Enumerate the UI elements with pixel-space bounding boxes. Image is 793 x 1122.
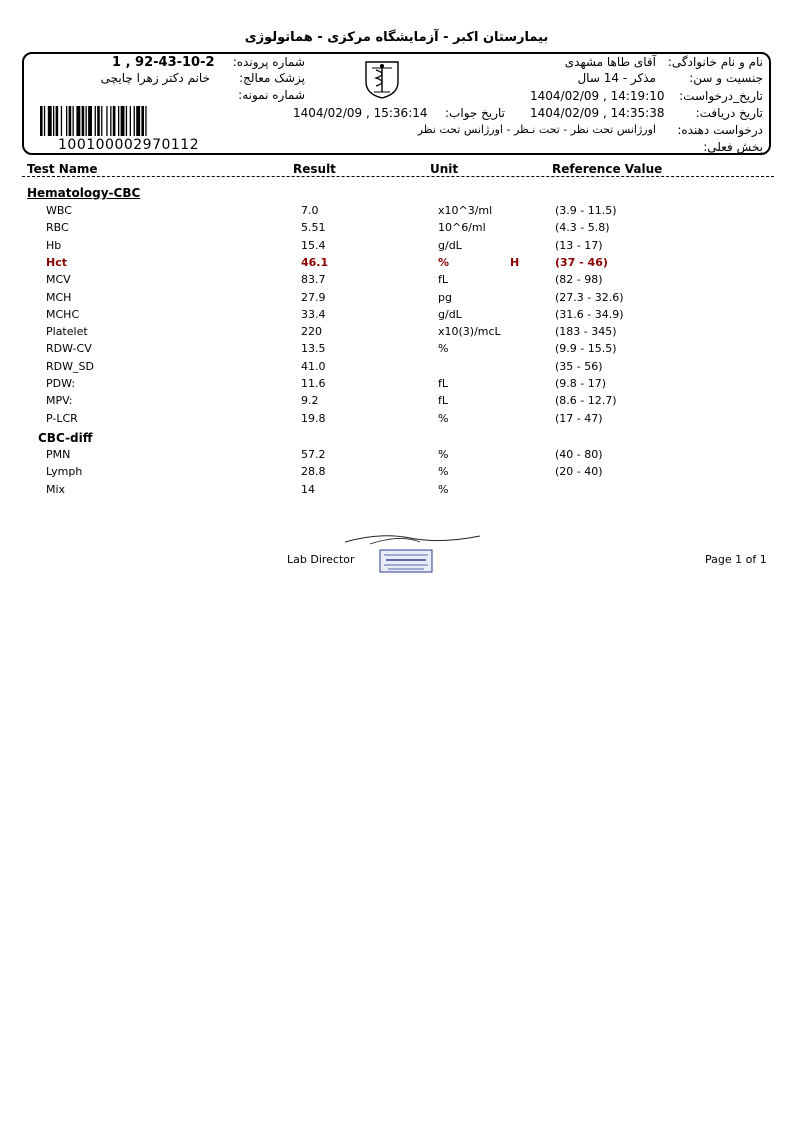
unit: % bbox=[438, 342, 449, 356]
barcode-bar bbox=[48, 106, 52, 136]
requester-label: درخواست دهنده: bbox=[677, 123, 763, 137]
barcode-icon bbox=[40, 106, 212, 136]
file-no-label: شماره پرونده: bbox=[232, 55, 305, 69]
result-value: 46.1 bbox=[301, 255, 329, 269]
reference-range: (40 - 80) bbox=[555, 448, 603, 461]
receive-date-value: 1404/02/09 , 14:35:38 bbox=[530, 106, 665, 120]
barcode-bar bbox=[118, 106, 119, 136]
barcode-bar bbox=[130, 106, 131, 136]
result-value: 7.0 bbox=[301, 204, 319, 217]
result-value: 220 bbox=[301, 325, 322, 339]
test-name: Hct bbox=[46, 255, 67, 269]
unit: % bbox=[438, 448, 449, 461]
unit: x10(3)/mcL bbox=[438, 325, 501, 339]
unit: x10^3/ml bbox=[438, 204, 493, 217]
barcode-bar bbox=[113, 106, 116, 136]
test-name: WBC bbox=[46, 204, 72, 217]
reference-range: (3.9 - 11.5) bbox=[555, 204, 617, 217]
request-date-value: 1404/02/09 , 14:19:10 bbox=[530, 89, 665, 103]
column-test-name: Test Name bbox=[27, 162, 98, 176]
barcode-bar bbox=[86, 106, 87, 136]
result-value: 33.4 bbox=[301, 307, 326, 321]
unit: fL bbox=[438, 273, 449, 287]
result-value: 28.8 bbox=[301, 465, 326, 479]
physician-label: پزشک معالج: bbox=[239, 71, 305, 85]
barcode-bar bbox=[95, 106, 96, 136]
reference-range: (9.9 - 15.5) bbox=[555, 342, 617, 356]
header-divider bbox=[22, 176, 774, 177]
barcode-bar bbox=[126, 106, 127, 136]
test-name: P-LCR bbox=[46, 411, 78, 425]
reference-range: (8.6 - 12.7) bbox=[555, 394, 617, 408]
reference-range: (31.6 - 34.9) bbox=[555, 307, 624, 321]
unit: % bbox=[438, 482, 449, 496]
barcode-bar bbox=[121, 106, 125, 136]
barcode-bar bbox=[73, 106, 74, 136]
result-value: 57.2 bbox=[301, 448, 326, 461]
reference-range: (82 - 98) bbox=[555, 273, 603, 287]
reference-range: (35 - 56) bbox=[555, 359, 603, 373]
test-name: MCHC bbox=[46, 307, 80, 321]
test-name: MCV bbox=[46, 273, 71, 287]
barcode-bar bbox=[40, 106, 43, 136]
barcode-bar bbox=[53, 106, 54, 136]
reference-range: (9.8 - 17) bbox=[555, 377, 607, 390]
sample-no-label: شماره نمونه: bbox=[238, 88, 305, 102]
barcode-bar bbox=[66, 106, 67, 136]
section-cbc-diff: CBC-diff bbox=[38, 431, 93, 445]
test-name: RBC bbox=[46, 221, 69, 235]
barcode-bar bbox=[76, 106, 80, 136]
unit: 10^6/ml bbox=[438, 221, 486, 235]
physician-value: خانم دکتر زهرا چایچی bbox=[100, 71, 210, 85]
result-value: 41.0 bbox=[301, 359, 326, 373]
column-reference: Reference Value bbox=[552, 162, 663, 176]
barcode-bar bbox=[88, 106, 92, 136]
signature-stamp-icon bbox=[340, 530, 485, 585]
test-name: Platelet bbox=[46, 325, 88, 339]
test-name: Mix bbox=[46, 482, 66, 496]
page-title: بیمارستان اکبر - آزمایشگاه مرکزی - هماتولوژی bbox=[244, 30, 549, 45]
barcode-bar bbox=[97, 106, 100, 136]
barcode-bar bbox=[101, 106, 102, 136]
requester-value: اورژانس تحت نظر - تحت نـظر - اورژانس تحت نظر bbox=[417, 123, 656, 136]
answer-date-value: 1404/02/09 , 15:36:14 bbox=[293, 106, 428, 120]
unit: g/dL bbox=[438, 307, 462, 321]
result-value: 5.51 bbox=[301, 221, 326, 235]
unit: fL bbox=[438, 394, 449, 408]
result-value: 11.6 bbox=[301, 377, 326, 390]
reference-range: (37 - 46) bbox=[555, 255, 608, 269]
barcode-bar bbox=[44, 106, 45, 136]
name-label: نام و نام خانوادگی: bbox=[667, 55, 763, 69]
result-value: 19.8 bbox=[301, 411, 326, 425]
result-value: 15.4 bbox=[301, 238, 326, 252]
barcode-bar bbox=[141, 106, 144, 136]
unit: pg bbox=[438, 290, 452, 304]
barcode-bar bbox=[106, 106, 107, 136]
unit: fL bbox=[438, 377, 449, 390]
test-name: Lymph bbox=[46, 465, 83, 479]
university-logo-icon bbox=[360, 56, 404, 100]
result-value: 27.9 bbox=[301, 290, 326, 304]
result-value: 9.2 bbox=[301, 394, 319, 408]
barcode-bar bbox=[69, 106, 72, 136]
result-value: 14 bbox=[301, 482, 315, 496]
barcode-bar bbox=[110, 106, 111, 136]
unit: % bbox=[438, 255, 450, 269]
flag: H bbox=[510, 255, 520, 269]
barcode-bar bbox=[136, 106, 140, 136]
test-name: PMN bbox=[46, 448, 71, 461]
barcode-bar bbox=[134, 106, 135, 136]
test-name: Hb bbox=[46, 238, 62, 252]
result-value: 83.7 bbox=[301, 273, 326, 287]
barcode-bar bbox=[145, 106, 146, 136]
page-number: Page 1 of 1 bbox=[705, 553, 767, 566]
request-date-label: تاریخ_درخواست: bbox=[679, 89, 763, 103]
reference-range: (4.3 - 5.8) bbox=[555, 221, 610, 235]
reference-range: (20 - 40) bbox=[555, 465, 603, 479]
reference-range: (17 - 47) bbox=[555, 411, 603, 425]
file-no-value: 1 , 92-43-10-2 bbox=[112, 55, 215, 70]
unit: g/dL bbox=[438, 238, 462, 252]
reference-range: (27.3 - 32.6) bbox=[555, 290, 624, 304]
test-name: RDW_SD bbox=[46, 359, 94, 373]
result-value: 13.5 bbox=[301, 342, 326, 356]
barcode-bar bbox=[56, 106, 59, 136]
section-hematology: Hematology-CBC bbox=[27, 186, 141, 200]
column-result: Result bbox=[293, 162, 336, 176]
barcode-bar bbox=[82, 106, 85, 136]
barcode-bar bbox=[61, 106, 62, 136]
test-name: MCH bbox=[46, 290, 72, 304]
answer-date-label: تاریخ جواب: bbox=[445, 106, 505, 120]
name-value: آقای طاها مشهدی bbox=[564, 55, 656, 69]
gender-age-value: مذکر - 14 سال bbox=[577, 71, 656, 85]
barcode-number: 100100002970112 bbox=[58, 137, 200, 153]
column-unit: Unit bbox=[430, 162, 459, 176]
unit: % bbox=[438, 465, 449, 479]
unit: % bbox=[438, 411, 449, 425]
reference-range: (13 - 17) bbox=[555, 238, 603, 252]
gender-age-label: جنسیت و سن: bbox=[689, 71, 763, 85]
test-name: MPV: bbox=[46, 394, 73, 408]
test-name: RDW-CV bbox=[46, 342, 92, 356]
test-name: PDW: bbox=[46, 377, 76, 390]
ward-label: بخش فعلی: bbox=[703, 140, 763, 154]
receive-date-label: تاریخ دریافت: bbox=[695, 106, 763, 120]
reference-range: (183 - 345) bbox=[555, 325, 617, 339]
lab-director-label: Lab Director bbox=[287, 553, 355, 566]
